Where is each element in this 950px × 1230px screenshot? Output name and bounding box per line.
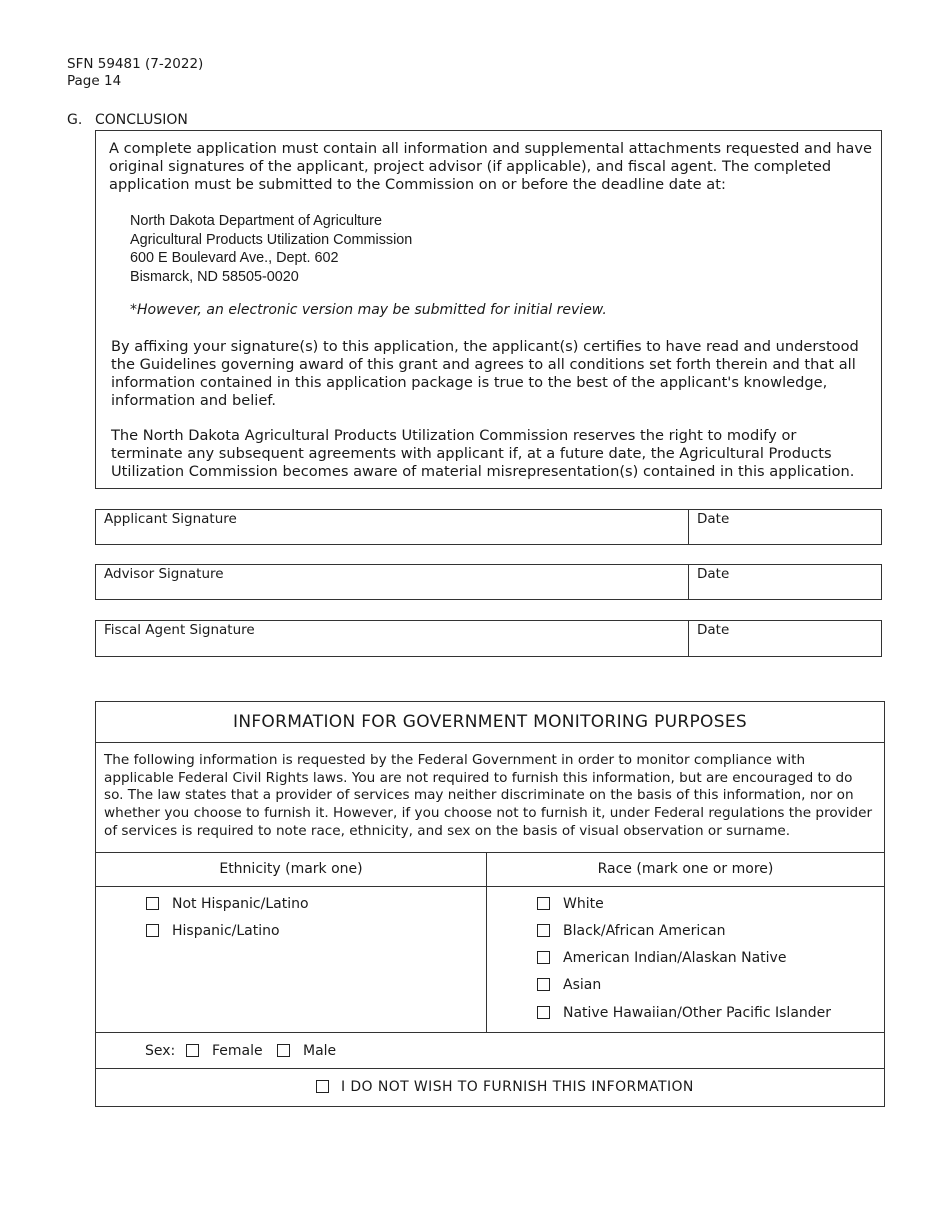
- affix-line: the Guidelines governing award of this grant and agrees to all conditions set forth therein and that all: [111, 356, 856, 373]
- affix-line: By affixing your signature(s) to this application, the applicant(s) certifies to have read and understood: [111, 338, 859, 355]
- signature-label: Applicant Signature: [104, 511, 237, 527]
- advisor-signature-field[interactable]: [96, 565, 689, 599]
- monitoring-line: of services is required to note race, ethnicity, and sex on the basis of visual observation or surname.: [104, 822, 791, 839]
- reserve-line: terminate any subsequent agreements with applicant if, at a future date, the Agricultural Products: [111, 445, 832, 462]
- monitoring-line: applicable Federal Civil Rights laws. You are not required to furnish this information, but are encouraged to do: [104, 769, 853, 786]
- sex-row: [96, 1032, 884, 1069]
- date-label: Date: [697, 511, 730, 527]
- signature-label: Fiscal Agent Signature: [104, 622, 255, 638]
- form-number: SFN 59481 (7-2022): [67, 56, 204, 72]
- applicant-signature-field[interactable]: [96, 510, 689, 544]
- date-label: Date: [697, 566, 730, 582]
- option-label: Asian: [563, 977, 602, 993]
- monitoring-title: INFORMATION FOR GOVERNMENT MONITORING PURPOSES: [96, 702, 884, 743]
- mailing-address: [130, 212, 412, 286]
- decline-row: [96, 1069, 884, 1106]
- electronic-note: *However, an electronic version may be submitted for initial review.: [130, 302, 607, 318]
- intro-line: A complete application must contain all information and supplemental attachments requested and have: [109, 140, 872, 157]
- signature-label: Advisor Signature: [104, 566, 224, 582]
- option-label: Native Hawaiian/Other Pacific Islander: [563, 1005, 832, 1021]
- checkbox[interactable]: [537, 897, 550, 910]
- checkbox[interactable]: [537, 978, 550, 991]
- affix-line: information contained in this application package is true to the best of the applicant's knowledge,: [111, 374, 828, 391]
- applicant-signature-row: [95, 509, 882, 545]
- race-header: Race (mark one or more): [597, 861, 774, 877]
- conclusion-box: [95, 130, 882, 489]
- sex-label: Sex:: [145, 1043, 176, 1059]
- checkbox[interactable]: [186, 1044, 199, 1057]
- checkbox[interactable]: [146, 897, 159, 910]
- advisor-date-field[interactable]: [689, 565, 881, 599]
- section-heading: [67, 112, 188, 128]
- reserve-line: The North Dakota Agricultural Products Utilization Commission reserves the right to modify or: [111, 427, 797, 444]
- reserve-paragraph: [111, 427, 854, 481]
- monitoring-box: [95, 701, 885, 1107]
- fiscal-agent-signature-row: [95, 620, 882, 657]
- fiscal-agent-date-field[interactable]: [689, 621, 881, 656]
- monitoring-line: so. The law states that a provider of services may neither discriminate on the basis of this information, nor on: [104, 787, 854, 804]
- section-title: CONCLUSION: [95, 112, 188, 128]
- advisor-signature-row: [95, 564, 882, 600]
- option-label: American Indian/Alaskan Native: [563, 950, 787, 966]
- monitoring-text: [104, 752, 878, 841]
- intro-line: original signatures of the applicant, project advisor (if applicable), and fiscal agent. The completed: [109, 158, 832, 175]
- section-letter: G.: [67, 112, 83, 128]
- checkbox[interactable]: [146, 924, 159, 937]
- intro-paragraph: [109, 140, 872, 194]
- applicant-date-field[interactable]: [689, 510, 881, 544]
- address-line: 600 E Boulevard Ave., Dept. 602: [130, 250, 339, 266]
- intro-line: application must be submitted to the Commission on or before the deadline date at:: [109, 176, 726, 193]
- ethnicity-header: Ethnicity (mark one): [219, 861, 363, 877]
- option-label: Hispanic/Latino: [172, 923, 280, 939]
- affix-line: information and belief.: [111, 392, 277, 409]
- option-label: Not Hispanic/Latino: [172, 896, 309, 912]
- checkbox[interactable]: [537, 951, 550, 964]
- column-divider: [486, 852, 487, 1032]
- fiscal-agent-signature-field[interactable]: [96, 621, 689, 656]
- column-header-row: [96, 852, 884, 887]
- page-number: Page 14: [67, 73, 122, 89]
- reserve-line: Utilization Commission becomes aware of material misrepresentation(s) contained in this application.: [111, 463, 855, 480]
- checkbox[interactable]: [537, 1006, 550, 1019]
- option-label: Male: [303, 1043, 337, 1059]
- monitoring-line: The following information is requested by the Federal Government in order to monitor compliance with: [104, 752, 806, 768]
- checkbox[interactable]: [537, 924, 550, 937]
- checkbox[interactable]: [316, 1080, 329, 1093]
- address-line: Agricultural Products Utilization Commission: [130, 231, 413, 248]
- option-label: Black/African American: [563, 923, 726, 939]
- monitoring-line: whether you choose to furnish it. However, if you choose not to furnish it, under Federal regulations the provider: [104, 805, 873, 822]
- checkbox[interactable]: [277, 1044, 290, 1057]
- date-label: Date: [697, 622, 730, 638]
- option-label: I DO NOT WISH TO FURNISH THIS INFORMATION: [341, 1079, 694, 1095]
- option-label: White: [563, 896, 604, 912]
- affix-paragraph: [111, 338, 859, 410]
- option-label: Female: [212, 1043, 263, 1059]
- address-line: North Dakota Department of Agriculture: [130, 213, 382, 229]
- address-line: Bismarck, ND 58505-0020: [130, 268, 299, 285]
